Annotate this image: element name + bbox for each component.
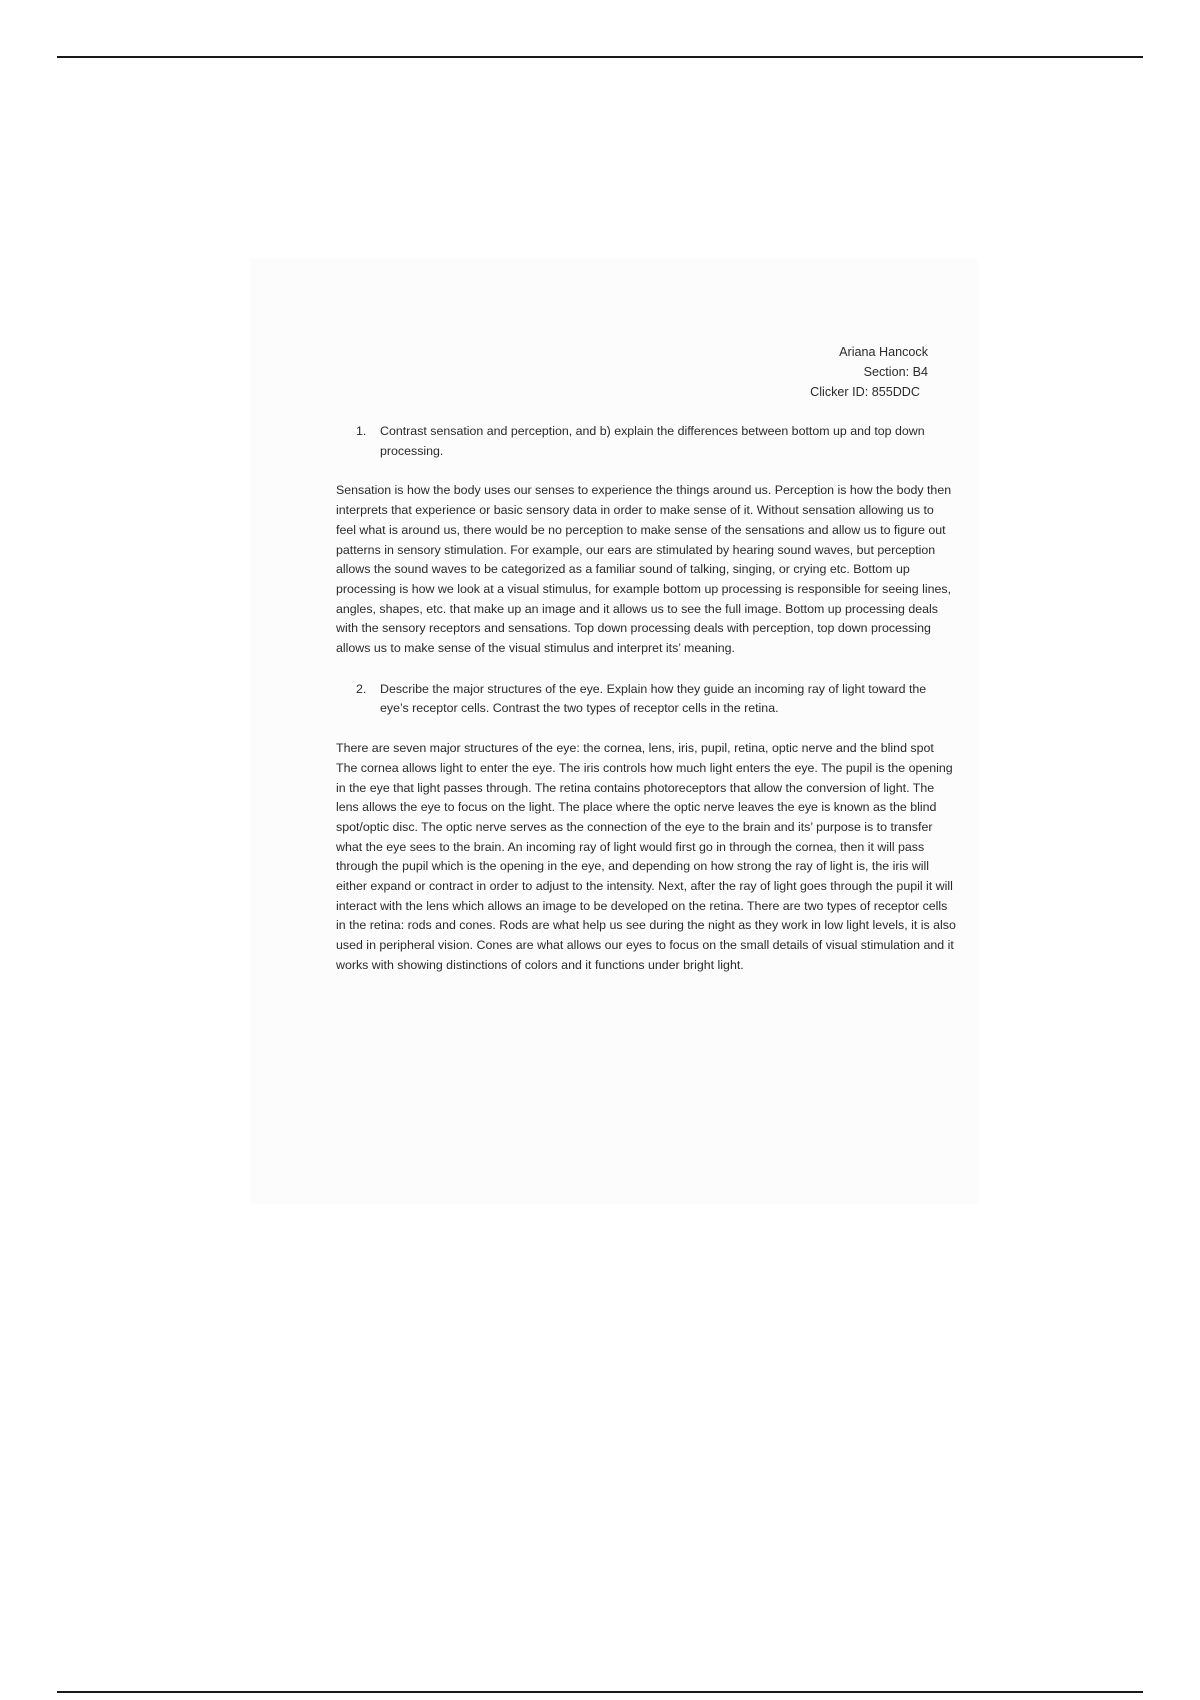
- question-number: 1.: [356, 424, 367, 438]
- bottom-rule: [57, 1691, 1143, 1693]
- question-2: [336, 680, 956, 719]
- student-name: Ariana Hancock: [839, 345, 928, 359]
- question-1: [336, 422, 956, 461]
- answer-1: Sensation is how the body uses our senses to experience the things around us. Perception is how the body then interprets that experience or basic sensory data in order to make sense of it. Without sensation allowing us to feel what is around us, there would be no perception to make sense of the sensations and allow us to figure out patterns in sensory stimulation. For example, our ears are stimulated by hearing sound waves, but perception allows the sound waves to be categorized as a familiar sound of talking, singing, or crying etc. Bottom up processing is how we look at a visual stimulus, for example bottom up processing is responsible for seeing lines, angles, shapes, etc. that make up an image and it allows us to see the full image. Bottom up processing deals with the sensory receptors and sensations. Top down processing deals with perception, top down processing allows us to make sense of the visual stimulus and interpret its’ meaning.: [336, 483, 952, 656]
- document-page: [250, 258, 978, 1204]
- question-number: 2.: [356, 681, 367, 696]
- clicker-id: Clicker ID: 855DDC: [810, 385, 920, 399]
- top-rule: [57, 56, 1143, 58]
- section-label: Section: B4: [863, 365, 928, 379]
- student-header: [810, 342, 928, 402]
- question-prompt: Describe the major structures of the eye. Explain how they guide an incoming ray of light toward the eye’s receptor cells. Contrast the two types of receptor cells in the retina.: [380, 681, 927, 716]
- answer-2: There are seven major structures of the eye: the cornea, lens, iris, pupil, retina, optic nerve and the blind spot The cornea allows light to enter the eye. The iris controls how much light enters the eye. The pupil is the opening in the eye that light passes through. The retina contains photoreceptors that allow the conversion of light. The lens allows the eye to focus on the light. The place where the optic nerve leaves the eye is known as the blind spot/optic disc. The optic nerve serves as the connection of the eye to the brain and its’ purpose is to transfer what the eye sees to the brain. An incoming ray of light would first go in through the cornea, then it will pass through the pupil which is the opening in the eye, and depending on how strong the ray of light is, the iris will either expand or contract in order to adjust to the intensity. Next, after the ray of light goes through the pupil it will interact with the lens which allows an image to be developed on the retina. There are two types of receptor cells in the retina: rods and cones. Rods are what help us see during the night as they work in low light levels, it is also used in peripheral vision. Cones are what allows our eyes to focus on the small details of visual stimulation and it works with showing distinctions of colors and it functions under bright light.: [336, 741, 956, 972]
- document-body: [336, 422, 956, 997]
- question-prompt: Contrast sensation and perception, and b) explain the differences between bottom up and top down processing.: [380, 424, 925, 458]
